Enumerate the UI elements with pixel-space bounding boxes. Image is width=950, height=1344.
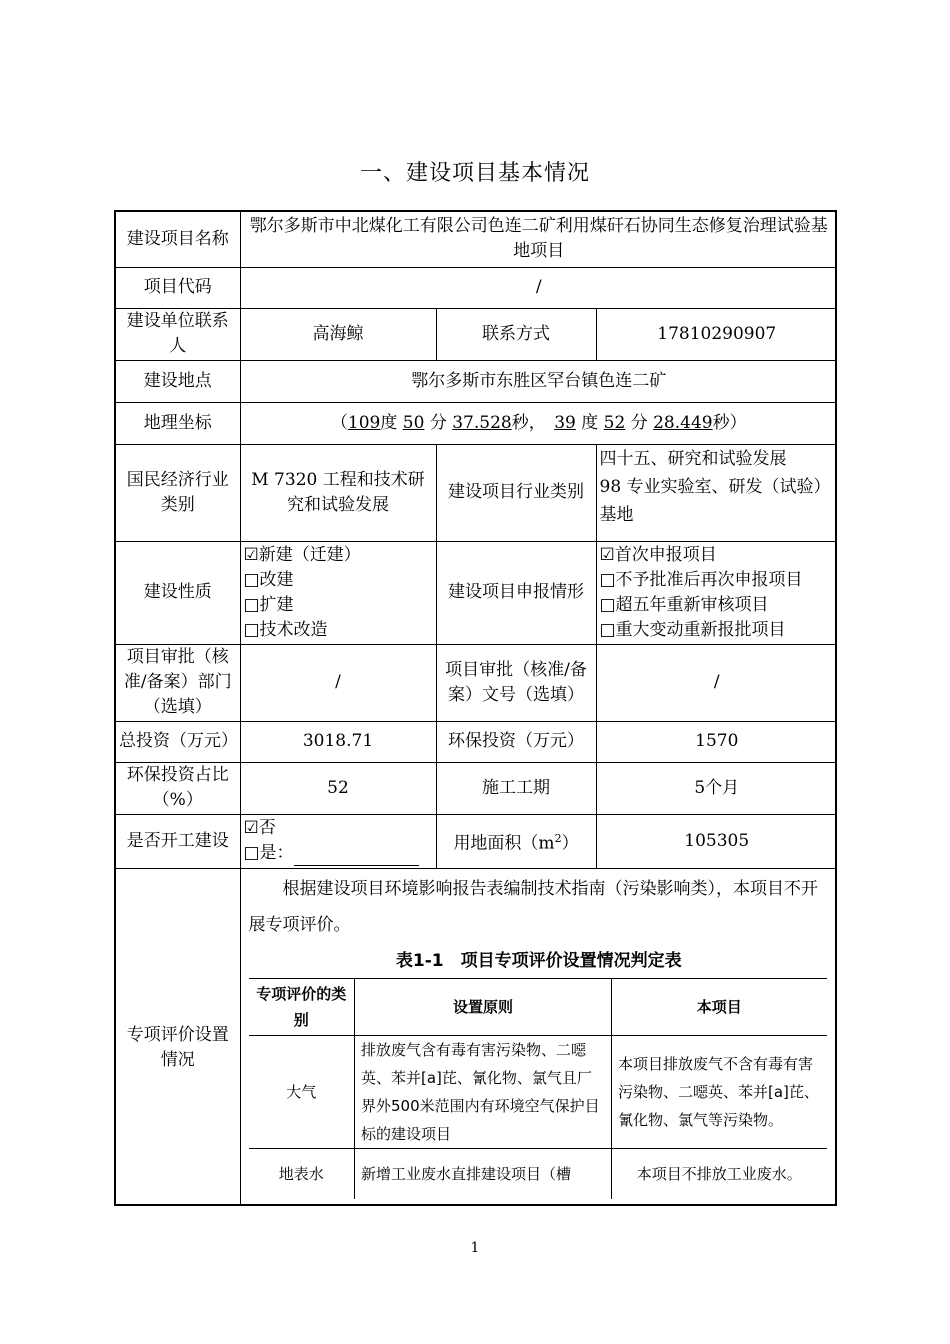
project-name-value: 鄂尔多斯市中北煤化工有限公司色连二矿利用煤矸石协同生态修复治理试验基地项目 xyxy=(240,212,837,267)
row-category: 大气 xyxy=(249,1035,355,1148)
project-industry-value: 四十五、研究和试验发展 98 专业实验室、研发（试验）基地 xyxy=(596,444,837,541)
project-name-label: 建设项目名称 xyxy=(116,212,240,267)
contact-method-value: 17810290907 xyxy=(596,308,837,360)
lat-sec: 28.449 xyxy=(653,412,713,433)
header-project: 本项目 xyxy=(612,978,827,1035)
period-value: 5个月 xyxy=(596,762,837,814)
section-title: 一、建设项目基本情况 xyxy=(359,161,590,186)
project-info-table xyxy=(114,210,837,1206)
started-options xyxy=(240,814,436,868)
env-ratio-value: 52 xyxy=(240,762,436,814)
approval-no-value: / xyxy=(596,644,837,721)
row-principle: 新增工业废水直排建设项目（槽 xyxy=(355,1148,612,1199)
lon-sec: 37.528 xyxy=(452,412,512,433)
project-code-value: / xyxy=(240,267,837,308)
started-date-field[interactable] xyxy=(294,847,419,866)
header-category: 专项评价的类别 xyxy=(249,978,355,1035)
nature-options xyxy=(240,541,436,644)
contact-value: 高海鲸 xyxy=(240,308,436,360)
nature-option[interactable]: ☑新建（迁建） xyxy=(243,544,361,565)
row-project: 本项目排放废气不含有毒有害污染物、二噁英、苯并[a]芘、氰化物、氯气等污染物。 xyxy=(612,1035,827,1148)
declare-option[interactable]: □重大变动重新报批项目 xyxy=(599,619,786,640)
special-text: 根据建设项目环境影响报告表编制技术指南（污染影响类），本项目不开展专项评价。 xyxy=(248,878,818,935)
started-no-option[interactable]: ☑否 xyxy=(243,818,276,838)
project-industry-label: 建设项目行业类别 xyxy=(436,444,596,541)
declare-option[interactable]: □超五年重新审核项目 xyxy=(599,594,769,615)
lat-deg: 39 xyxy=(554,412,576,433)
area-value: 105305 xyxy=(596,814,837,868)
declare-label: 建设项目申报情形 xyxy=(436,541,596,644)
special-content xyxy=(240,868,837,1206)
approval-no-label: 项目审批（核准/备案）文号（选填） xyxy=(436,644,596,721)
lat-min: 52 xyxy=(603,412,626,433)
lon-min: 50 xyxy=(402,412,425,433)
nature-option[interactable]: □扩建 xyxy=(243,594,294,615)
env-invest-value: 1570 xyxy=(596,721,837,762)
header-principle: 设置原则 xyxy=(355,978,612,1035)
env-invest-label: 环保投资（万元） xyxy=(436,721,596,762)
contact-method-label: 联系方式 xyxy=(436,308,596,360)
declare-option[interactable]: ☑首次申报项目 xyxy=(599,544,717,565)
page-number: 1 xyxy=(470,1240,480,1256)
row-category: 地表水 xyxy=(278,1164,324,1183)
area-label: 用地面积$(m^2)$ xyxy=(436,814,596,868)
invest-label: 总投资（万元） xyxy=(116,721,240,762)
nature-option[interactable]: □改建 xyxy=(243,569,294,590)
coord-value: （109度 50 分 37.528秒， 39 度 52 分 28.449秒） xyxy=(240,402,837,444)
started-yes-option[interactable]: □是： xyxy=(243,843,294,863)
contact-label: 建设单位联系人 xyxy=(116,308,240,360)
special-eval-table xyxy=(249,978,827,1199)
coord-label: 地理坐标 xyxy=(116,402,240,444)
row-project: 本项目不排放工业废水。 xyxy=(612,1148,827,1199)
env-ratio-label: 环保投资占比（%） xyxy=(116,762,240,814)
industry-label: 国民经济行业类别 xyxy=(116,444,240,541)
declare-options xyxy=(596,541,837,644)
table-row xyxy=(249,1035,827,1148)
industry-value: M 7320 工程和技术研究和试验发展 xyxy=(240,444,436,541)
lon-deg: 109 xyxy=(347,412,381,433)
table-header-row xyxy=(249,978,827,1035)
location-value: 鄂尔多斯市东胜区罕台镇色连二矿 xyxy=(240,360,837,402)
period-label: 施工工期 xyxy=(436,762,596,814)
approval-dept-label: 项目审批（核准/备案）部门（选填） xyxy=(116,644,240,721)
nature-option[interactable]: □技术改造 xyxy=(243,619,328,640)
table-row xyxy=(249,1148,827,1199)
declare-option[interactable]: □不予批准后再次申报项目 xyxy=(599,569,803,590)
project-code-label: 项目代码 xyxy=(116,267,240,308)
row-principle: 排放废气含有毒有害污染物、二噁英、苯并[a]芘、氰化物、氯气且厂界外500米范围内有环境空气保护目标的建设项目 xyxy=(355,1035,612,1148)
invest-value: 3018.71 xyxy=(240,721,436,762)
subtable-title: 表1-1 项目专项评价设置情况判定表 xyxy=(395,950,682,971)
location-label: 建设地点 xyxy=(116,360,240,402)
started-label: 是否开工建设 xyxy=(116,814,240,868)
special-label: 专项评价设置情况 xyxy=(116,868,240,1206)
nature-label: 建设性质 xyxy=(116,541,240,644)
approval-dept-value: / xyxy=(240,644,436,721)
